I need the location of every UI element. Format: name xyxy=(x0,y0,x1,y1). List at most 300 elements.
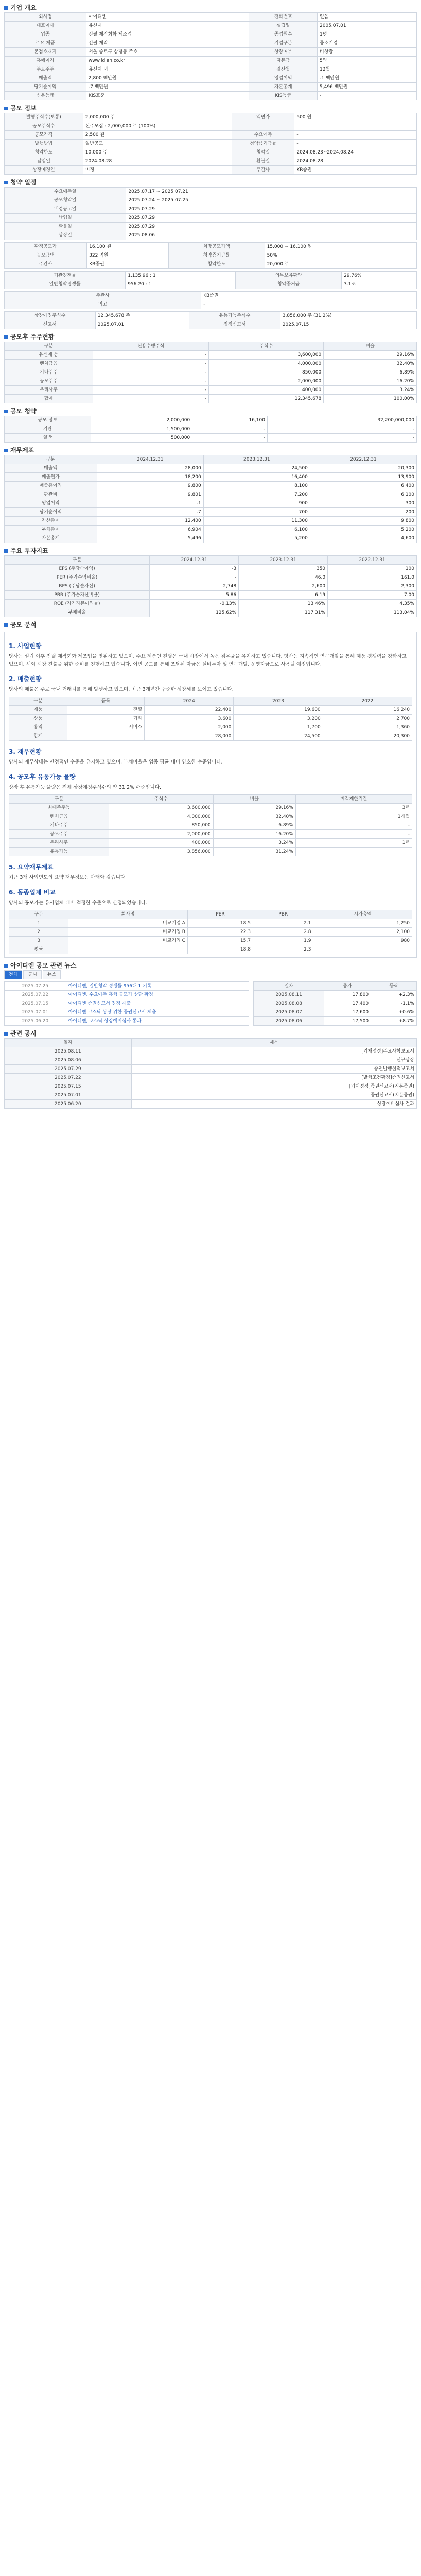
table-cell: +2.3% xyxy=(371,991,417,999)
table-cell: 5.86 xyxy=(150,591,239,600)
table-cell: 20,300 xyxy=(310,464,416,473)
table-cell: 신규상장 xyxy=(131,1056,416,1065)
disclosure-section-title: 관련 공시 xyxy=(4,1029,417,1038)
cell-value: 전필 제작 xyxy=(86,39,249,48)
column-header: 구분 xyxy=(5,556,150,565)
cell-value: 12,345,678 주 xyxy=(95,312,189,320)
cell-value: - xyxy=(318,92,417,100)
table-cell: 2025.08.08 xyxy=(254,999,324,1008)
column-header: 구분 xyxy=(9,697,67,706)
analysis-heading: 1. 사업현황 xyxy=(9,642,42,650)
table-cell: 5,200 xyxy=(310,526,416,534)
cell-value: 500 원 xyxy=(294,113,417,122)
table-cell: 4.35% xyxy=(328,600,417,608)
table-row xyxy=(5,490,417,499)
schedule-value: 2025.07.29 xyxy=(126,205,417,214)
table-cell: 우리사주 xyxy=(5,386,93,395)
news-tab[interactable]: 공시 xyxy=(23,970,41,979)
cell-label: 상장여부 xyxy=(249,48,318,57)
table-row xyxy=(5,499,417,508)
table-row xyxy=(5,65,417,74)
news-link[interactable]: 아이디엔 증권신고서 정정 제출 xyxy=(66,999,249,1008)
table-cell: 2.3 xyxy=(253,945,313,954)
table-cell: 13,900 xyxy=(310,473,416,482)
table-cell: 기타주주 xyxy=(5,368,93,377)
table-row xyxy=(5,166,417,175)
cell-label: 공모금액 xyxy=(5,251,87,260)
analysis-heading: 5. 요약재무제표 xyxy=(9,863,54,871)
news-row[interactable] xyxy=(5,982,249,991)
table-row xyxy=(5,473,417,482)
table-cell: 12,345,678 xyxy=(209,395,324,403)
news-tab[interactable]: 전체 xyxy=(4,970,22,979)
table-row xyxy=(5,214,417,223)
table-row xyxy=(5,188,417,196)
table-header-row xyxy=(5,455,417,464)
table-cell: 24,500 xyxy=(203,464,310,473)
table-cell: 4,000,000 xyxy=(109,812,214,821)
analysis-paragraph: 당사의 공모가는 유사업체 대비 적정한 수준으로 산정되었습니다. xyxy=(9,900,147,906)
table-cell: 유신재 등 xyxy=(5,351,93,360)
table-cell: 850,000 xyxy=(109,821,214,830)
table-cell: 113.04% xyxy=(328,608,417,617)
cell-label: 자본금 xyxy=(249,57,318,65)
table-cell: 2 xyxy=(9,928,68,937)
equity-table xyxy=(4,113,417,175)
table-cell: ROE (자기자본이익률) xyxy=(5,600,150,608)
table-cell: 300 xyxy=(310,499,416,508)
table-cell: 비교기업 B xyxy=(68,928,187,937)
column-header: 2024.12.31 xyxy=(97,455,203,464)
cell-label: 희망공모가액 xyxy=(168,243,265,251)
table-row xyxy=(9,821,412,830)
peer-table xyxy=(9,910,412,954)
cell-label: 설립일 xyxy=(249,22,318,30)
cell-value: 중소기업 xyxy=(318,39,417,48)
table-row xyxy=(5,1082,417,1091)
news-date: 2025.06.20 xyxy=(5,1017,66,1026)
cell-value: 2024.08.28 xyxy=(294,157,417,166)
table-cell: +8.7% xyxy=(371,1017,417,1026)
sales-table xyxy=(9,697,412,741)
table-cell: 18.8 xyxy=(187,945,253,954)
table-cell: 합계 xyxy=(9,732,67,741)
table-row xyxy=(5,1047,417,1056)
schedule-value: 2025.07.17 ~ 2025.07.21 xyxy=(126,188,417,196)
table-cell: 상장예비심사 결과 xyxy=(131,1100,416,1109)
cell-value: 5억 xyxy=(318,57,417,65)
cell-value: -7 백만원 xyxy=(86,83,249,92)
news-link[interactable]: 아이디엔, 코스닥 상장예비심사 통과 xyxy=(66,1017,249,1026)
table-cell: 1,700 xyxy=(234,723,323,732)
table-cell: 6.89% xyxy=(213,821,295,830)
news-row[interactable] xyxy=(5,1017,249,1026)
table-cell: 벤처금융 xyxy=(9,812,109,821)
table-header-row xyxy=(254,982,417,991)
table-cell: 350 xyxy=(239,565,328,573)
table-cell: -3 xyxy=(150,565,239,573)
cell-value: 2,000,000 주 xyxy=(83,113,232,122)
table-row xyxy=(5,39,417,48)
cell-value: 2,500 원 xyxy=(83,131,232,140)
cell-label: 주간사 xyxy=(232,166,294,175)
table-cell: 6,400 xyxy=(310,482,416,490)
cell-label: 당기순이익 xyxy=(5,83,86,92)
cell-value: 1명 xyxy=(318,30,417,39)
column-header: 주식수 xyxy=(109,795,214,804)
news-row[interactable] xyxy=(5,999,249,1008)
cell-label: 공모주식수 xyxy=(5,122,83,131)
cell-value: www.idien.co.kr xyxy=(86,57,249,65)
table-cell: 2025.07.22 xyxy=(5,1074,132,1082)
table-row xyxy=(9,839,412,848)
cell-value: KB증권 xyxy=(87,260,169,269)
table-cell: 기관 xyxy=(5,425,91,434)
table-cell: - xyxy=(93,360,208,368)
table-cell: 6.89% xyxy=(324,368,417,377)
table-cell: 17,500 xyxy=(324,1017,371,1026)
table-cell: 부채비율 xyxy=(5,608,150,617)
cell-label: 일반청약경쟁률 xyxy=(5,280,126,289)
cell-label: 의무보유확약 xyxy=(236,272,342,280)
table-row xyxy=(5,368,417,377)
table-header-row xyxy=(5,556,417,565)
table-cell: PBR (주가순자산비율) xyxy=(5,591,150,600)
table-row xyxy=(5,22,417,30)
column-header: 일자 xyxy=(5,1039,132,1047)
news-link[interactable]: 아이디엔, 일반청약 경쟁률 956대 1 기록 xyxy=(66,982,249,991)
table-cell: 2025.08.11 xyxy=(5,1047,132,1056)
table-row xyxy=(5,600,417,608)
cell-value: 15,000 ~ 16,100 원 xyxy=(265,243,416,251)
table-cell: 3,600,000 xyxy=(109,804,214,812)
schedule-label: 수요예측일 xyxy=(5,188,126,196)
cell-value: - xyxy=(201,300,417,309)
cell-label: 정정신고서 xyxy=(189,320,280,329)
cell-label xyxy=(232,122,294,131)
column-header: 시가총액 xyxy=(313,910,412,919)
cell-label: 액면가 xyxy=(232,113,294,122)
table-cell: 2,000 xyxy=(145,723,234,732)
table-row xyxy=(5,74,417,83)
table-cell: 4,000,000 xyxy=(209,360,324,368)
table-cell: 유통가능 xyxy=(9,848,109,856)
table-row xyxy=(5,591,417,600)
table-row xyxy=(5,377,417,386)
table-row xyxy=(5,272,417,280)
table-cell: 400,000 xyxy=(209,386,324,395)
news-date: 2025.07.25 xyxy=(5,982,66,991)
cell-value: 5,496 백만원 xyxy=(318,83,417,92)
cell-label: 상장예정주식수 xyxy=(5,312,96,320)
table-cell: 12,400 xyxy=(97,517,203,526)
table-row xyxy=(5,280,417,289)
table-row xyxy=(5,320,417,329)
table-cell: [발행조건확정]증권신고서 xyxy=(131,1074,416,1082)
news-tabs xyxy=(4,970,417,979)
news-row[interactable] xyxy=(5,991,249,999)
shareholders-section-title: 공모후 주주현황 xyxy=(4,332,417,342)
table-row xyxy=(9,715,412,723)
news-row[interactable] xyxy=(5,1008,249,1017)
column-header: 제목 xyxy=(131,1039,416,1047)
table-row xyxy=(5,573,417,582)
table-row xyxy=(5,148,417,157)
table-cell: -0.13% xyxy=(150,600,239,608)
table-cell: 3 xyxy=(9,937,68,945)
table-cell: - xyxy=(93,351,208,360)
table-row xyxy=(9,804,412,812)
cell-label: 청약증거금률 xyxy=(168,251,265,260)
table-cell: 2,600 xyxy=(239,582,328,591)
news-section-title: 아이디엔 공모 관련 뉴스 xyxy=(4,961,417,970)
schedule-label: 상장일 xyxy=(5,231,126,240)
cell-value: 20,000 주 xyxy=(265,260,416,269)
table-row xyxy=(9,812,412,821)
price-history-table xyxy=(253,981,417,1026)
table-cell: 1,500,000 xyxy=(91,425,192,434)
etc-table xyxy=(4,291,417,309)
table-cell: 합계 xyxy=(5,395,93,403)
news-tab[interactable]: 뉴스 xyxy=(43,970,61,979)
financial-table xyxy=(4,455,417,543)
table-cell: 31.24% xyxy=(213,848,295,856)
table-row xyxy=(9,732,412,741)
table-row xyxy=(5,131,417,140)
table-cell: - xyxy=(267,434,416,443)
table-row xyxy=(9,919,412,928)
cell-value: 16,100 원 xyxy=(87,243,169,251)
table-cell: 32.40% xyxy=(213,812,295,821)
table-row xyxy=(5,425,417,434)
table-row xyxy=(5,1065,417,1074)
cell-value: KIS표준 xyxy=(86,92,249,100)
cell-value xyxy=(294,122,417,131)
table-row xyxy=(9,937,412,945)
cell-value: - xyxy=(294,140,417,148)
table-cell: - xyxy=(93,368,208,377)
cell-label: 신용등급 xyxy=(5,92,86,100)
table-cell: 서비스 xyxy=(67,723,144,732)
table-cell: 28,000 xyxy=(97,464,203,473)
table-row xyxy=(5,140,417,148)
table-cell: -7 xyxy=(97,508,203,517)
cell-label: 주간사 xyxy=(5,260,87,269)
table-cell: 1 xyxy=(9,919,68,928)
table-row xyxy=(5,251,417,260)
table-row xyxy=(5,223,417,231)
cell-value: 2,800 백만원 xyxy=(86,74,249,83)
table-cell: 17,600 xyxy=(324,1008,371,1017)
table-row xyxy=(5,122,417,131)
table-row xyxy=(5,351,417,360)
table-cell: 200 xyxy=(310,508,416,517)
column-header: 비율 xyxy=(213,795,295,804)
table-cell: 2,000,000 xyxy=(209,377,324,386)
news-link[interactable]: 아이디엔, 수요예측 흥행 공모가 상단 확정 xyxy=(66,991,249,999)
column-header: 2022.12.31 xyxy=(328,556,417,565)
table-cell: 6,100 xyxy=(310,490,416,499)
table-cell: 비교기업 A xyxy=(68,919,187,928)
table-cell: 자산총계 xyxy=(5,517,97,526)
table-cell: 16,240 xyxy=(323,706,412,715)
table-cell: 2025.06.20 xyxy=(5,1100,132,1109)
cell-label: 청약일 xyxy=(232,148,294,157)
table-cell: 1개월 xyxy=(295,812,412,821)
table-row xyxy=(5,1074,417,1082)
cell-value: 956.20 : 1 xyxy=(126,280,236,289)
cell-value: 서울 종로구 삼청동 주소 xyxy=(86,48,249,57)
table-cell: 제품 xyxy=(9,706,67,715)
table-cell: 18.5 xyxy=(187,919,253,928)
cell-label: 종업원수 xyxy=(249,30,318,39)
table-cell: 9,801 xyxy=(97,490,203,499)
table-cell: 매출총이익 xyxy=(5,482,97,490)
cell-label: KIS등급 xyxy=(249,92,318,100)
table-cell: 125.62% xyxy=(150,608,239,617)
cell-label: 발행주식수(보통) xyxy=(5,113,83,122)
table-cell: 2025.08.07 xyxy=(254,1008,324,1017)
table-cell: 당기순이익 xyxy=(5,508,97,517)
table-row xyxy=(5,526,417,534)
table-cell: 400,000 xyxy=(109,839,214,848)
table-cell: 7,200 xyxy=(203,490,310,499)
table-cell: 2025.08.06 xyxy=(254,1017,324,1026)
column-header: 2024.12.31 xyxy=(150,556,239,565)
analysis-paragraph: 당사의 매출은 주로 국내 거래처를 통해 발생하고 있으며, 최근 3개년간 꾸준한 성장세를 보이고 있습니다. xyxy=(9,687,234,692)
float-table xyxy=(9,794,412,856)
table-cell: 1년 xyxy=(295,839,412,848)
cell-value: 3.1조 xyxy=(342,280,417,289)
table-cell: 9,800 xyxy=(97,482,203,490)
table-cell: 매출원가 xyxy=(5,473,97,482)
table-cell: 1.9 xyxy=(253,937,313,945)
column-header: 구분 xyxy=(5,342,93,351)
schedule-value: 2025.07.29 xyxy=(126,214,417,223)
analysis-paragraph: 상장 후 유통가능 물량은 전체 상장예정주식수의 약 31.2% 수준입니다. xyxy=(9,785,161,790)
financial-section-title: 재무제표 xyxy=(4,446,417,455)
news-link[interactable]: 아이디엔 코스닥 상장 위한 증권신고서 제출 xyxy=(66,1008,249,1017)
cell-label: 납입일 xyxy=(5,157,83,166)
table-cell: EPS (주당순이익) xyxy=(5,565,150,573)
table-row xyxy=(5,292,417,300)
table-row xyxy=(5,48,417,57)
table-cell: 6,904 xyxy=(97,526,203,534)
cell-value: 유신재 외 xyxy=(86,65,249,74)
cell-value: 전필 제작회화 제조업 xyxy=(86,30,249,39)
table-row xyxy=(254,1008,417,1017)
cell-value: 일반공모 xyxy=(83,140,232,148)
analysis-box xyxy=(4,632,417,958)
table-cell: 자본총계 xyxy=(5,534,97,543)
cell-value: 2024.08.28 xyxy=(83,157,232,166)
table-row xyxy=(5,517,417,526)
schedule-label: 배정공고일 xyxy=(5,205,126,214)
cell-value: -1 백만원 xyxy=(318,74,417,83)
table-cell: 전필 xyxy=(67,706,144,715)
table-cell: 판관비 xyxy=(5,490,97,499)
table-cell: 15.7 xyxy=(187,937,253,945)
column-header: 구분 xyxy=(9,795,109,804)
analysis-heading: 2. 매출현황 xyxy=(9,675,42,683)
shareholders-table xyxy=(4,342,417,403)
analysis-paragraph: 최근 3개 사업연도의 요약 재무정보는 아래와 같습니다. xyxy=(9,875,127,880)
table-cell: 3.24% xyxy=(213,839,295,848)
table-cell xyxy=(295,848,412,856)
table-cell: 18,200 xyxy=(97,473,203,482)
table-cell: - xyxy=(192,434,268,443)
table-cell: 2025.07.29 xyxy=(5,1065,132,1074)
table-cell: - xyxy=(295,830,412,839)
table-cell: - xyxy=(295,821,412,830)
table-cell: 3년 xyxy=(295,804,412,812)
table-cell: 7.00 xyxy=(328,591,417,600)
cell-label: 발행방법 xyxy=(5,140,83,148)
table-cell: 3.24% xyxy=(324,386,417,395)
table-row xyxy=(5,312,417,320)
cell-label: 주요 제품 xyxy=(5,39,86,48)
table-cell: 2.1 xyxy=(253,919,313,928)
table-row xyxy=(9,848,412,856)
table-cell: 22.3 xyxy=(187,928,253,937)
table-row xyxy=(5,464,417,473)
cell-value: 29.76% xyxy=(342,272,417,280)
table-cell: 24,500 xyxy=(234,732,323,741)
cell-label: 영업이익 xyxy=(249,74,318,83)
column-header: 2023.12.31 xyxy=(239,556,328,565)
table-header-row xyxy=(5,342,417,351)
offering-section-title: 공모 청약 xyxy=(4,406,417,416)
table-cell: 3,200 xyxy=(234,715,323,723)
table-row xyxy=(5,92,417,100)
schedule-value: 2025.07.24 ~ 2025.07.25 xyxy=(126,196,417,205)
cell-label: 공모가격 xyxy=(5,131,83,140)
table-row xyxy=(5,508,417,517)
news-date: 2025.07.01 xyxy=(5,1008,66,1017)
cell-value: 1,135.96 : 1 xyxy=(126,272,236,280)
table-cell: 3,600,000 xyxy=(209,351,324,360)
cell-label: 매출액 xyxy=(5,74,86,83)
cell-value: 비상장 xyxy=(318,48,417,57)
table-cell: 2.8 xyxy=(253,928,313,937)
table-cell: PER (주가수익비율) xyxy=(5,573,150,582)
table-cell: 46.0 xyxy=(239,573,328,582)
table-cell: 11,300 xyxy=(203,517,310,526)
table-cell: 3,600 xyxy=(145,715,234,723)
cell-label: 상장예정일 xyxy=(5,166,83,175)
column-header: 회사명 xyxy=(68,910,187,919)
table-cell: 부채총계 xyxy=(5,526,97,534)
cell-label: 청약증거금률 xyxy=(232,140,294,148)
table-row xyxy=(9,945,412,954)
table-cell: 기타주주 xyxy=(9,821,109,830)
table-row xyxy=(5,1100,417,1109)
table-cell: - xyxy=(150,573,239,582)
table-row xyxy=(5,482,417,490)
column-header: PER xyxy=(187,910,253,919)
table-cell: 상품 xyxy=(9,715,67,723)
cell-label: 청약한도 xyxy=(5,148,83,157)
table-row xyxy=(9,928,412,937)
table-cell: - xyxy=(93,386,208,395)
table-row xyxy=(5,113,417,122)
table-row xyxy=(5,243,417,251)
cell-value: 아이디엔 xyxy=(86,13,249,22)
cell-label: 비고 xyxy=(5,300,201,309)
table-cell: +0.6% xyxy=(371,1008,417,1017)
table-cell: 공모주주 xyxy=(5,377,93,386)
table-cell: 2025.07.15 xyxy=(5,1082,132,1091)
